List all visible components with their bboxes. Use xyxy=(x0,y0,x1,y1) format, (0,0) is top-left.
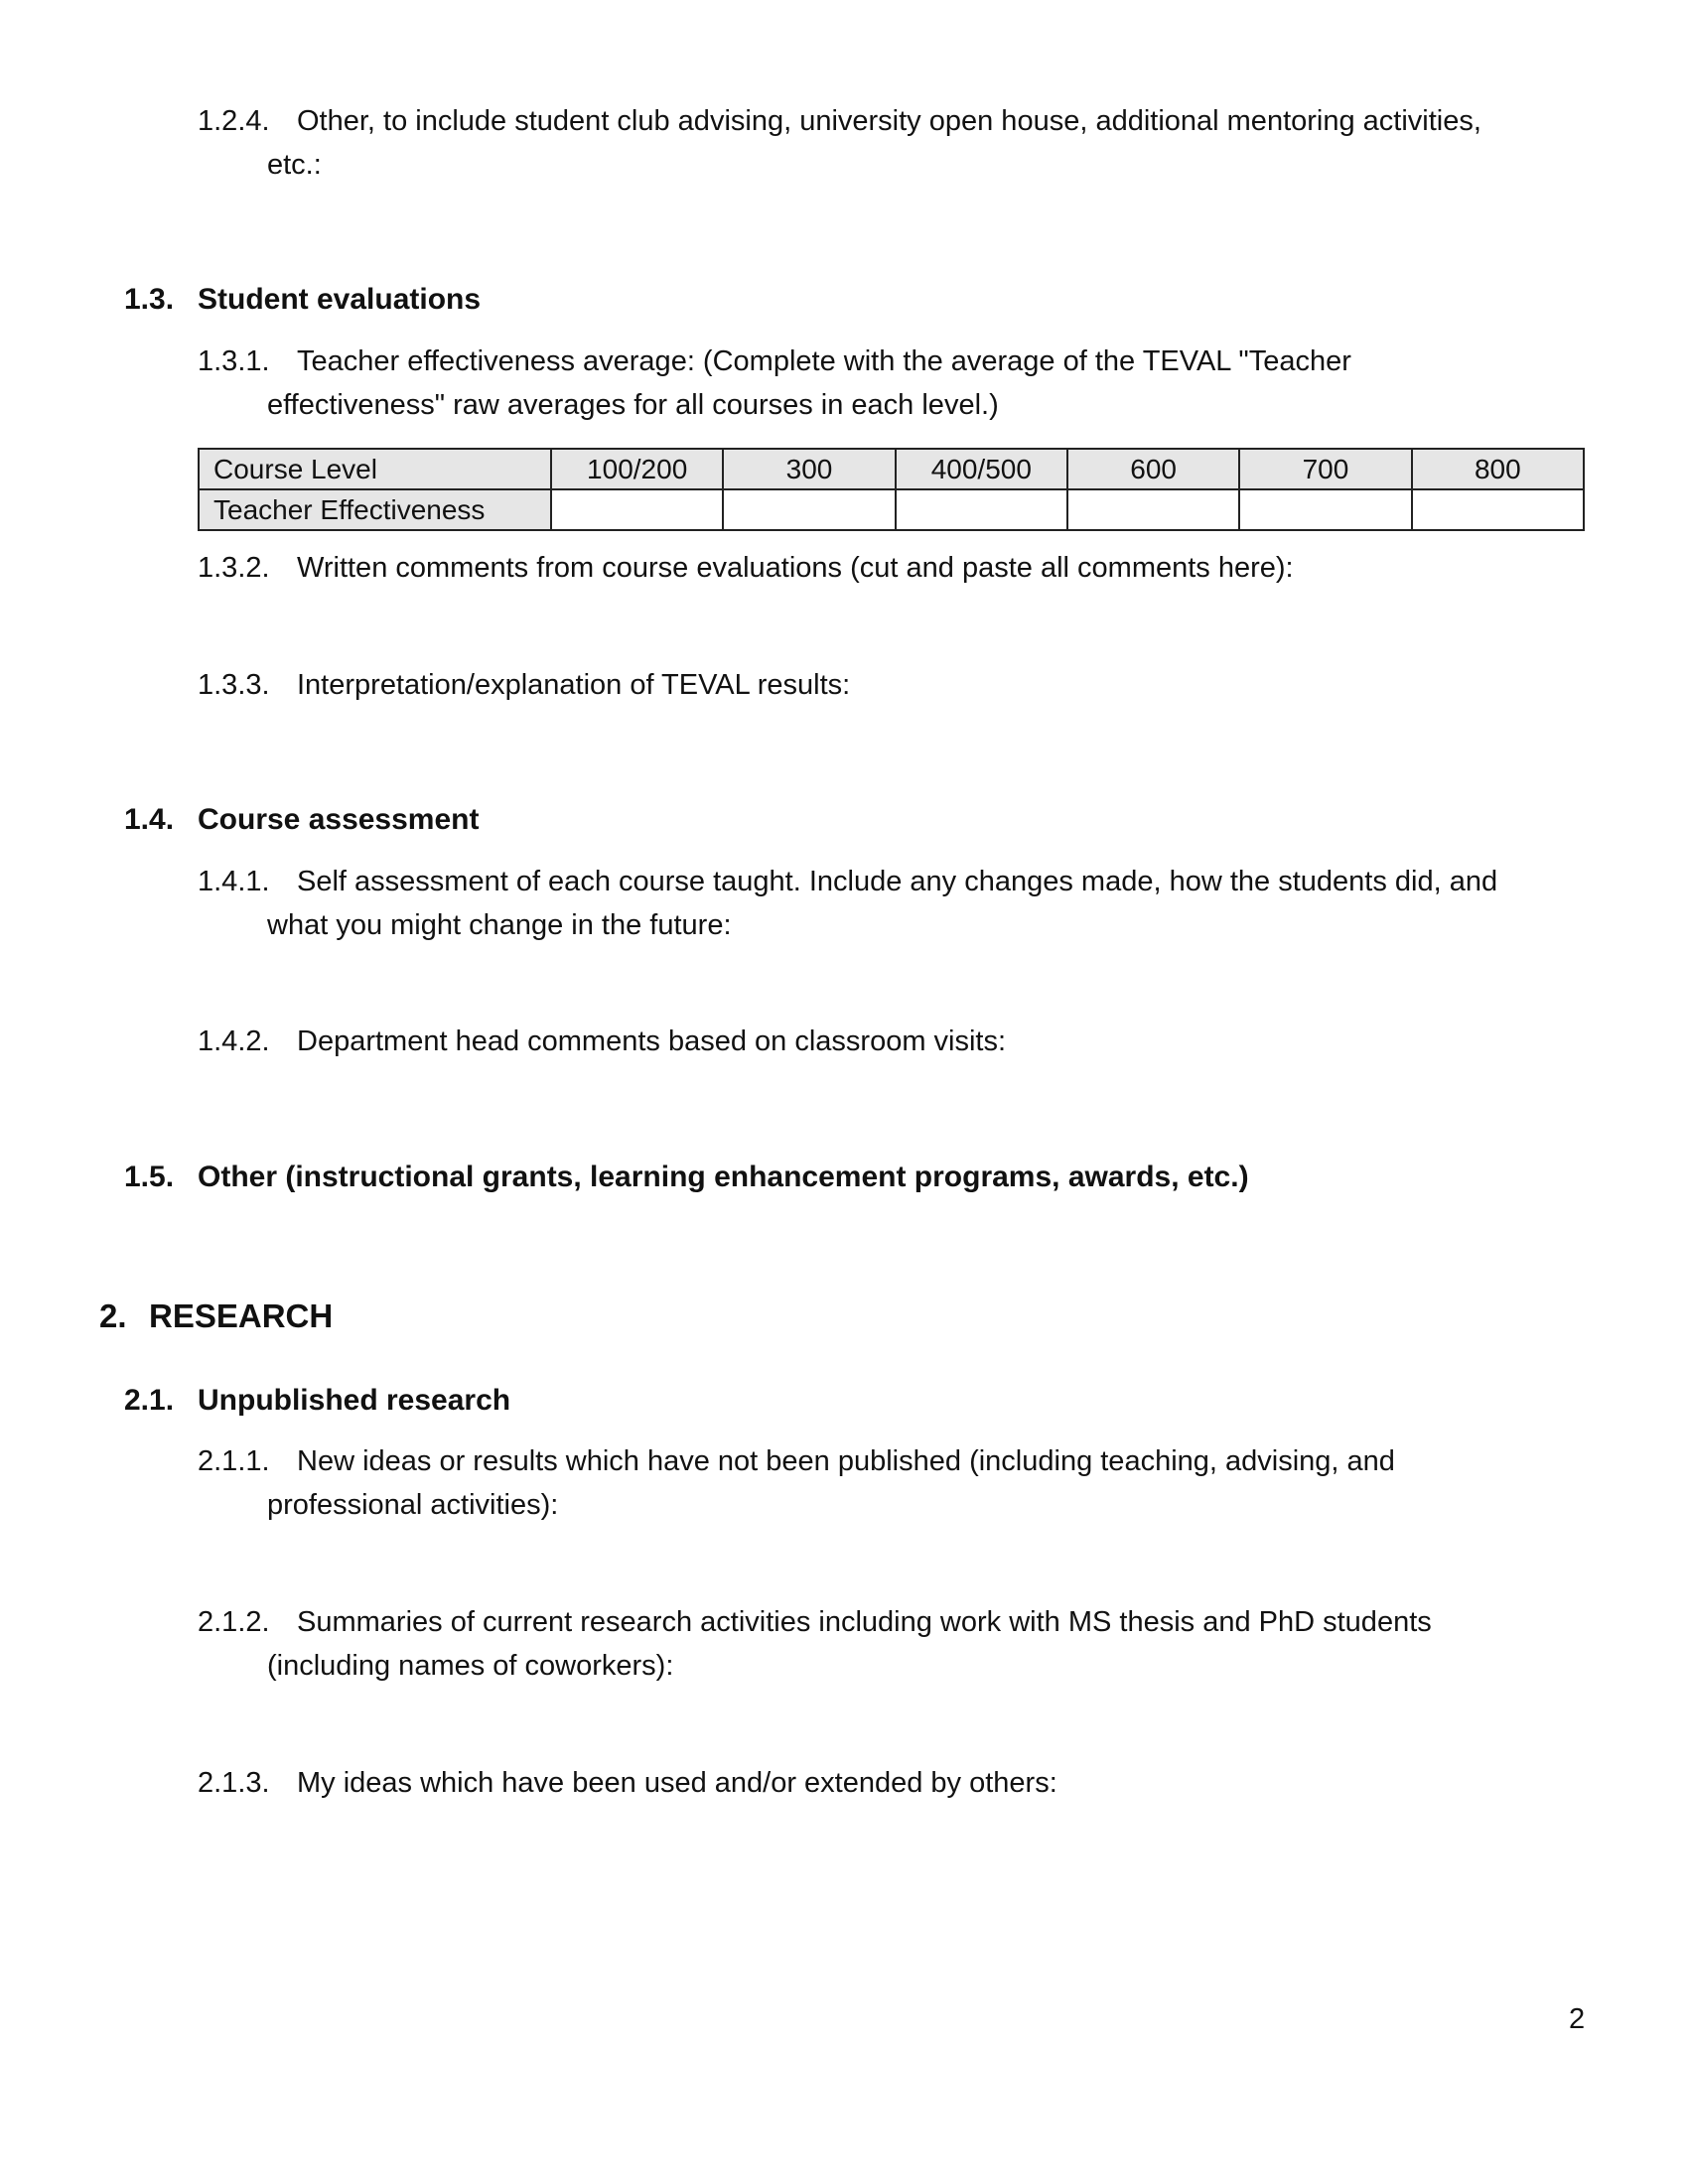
item-2-1-2 xyxy=(198,1600,1588,1688)
item-text-continuation: professional activities): xyxy=(267,1489,559,1521)
effectiveness-value-cell[interactable] xyxy=(723,489,895,530)
course-level-cell: 100/200 xyxy=(551,449,723,489)
section-heading-1-3 xyxy=(124,278,1514,322)
item-number: 1.2.4. xyxy=(198,105,270,137)
effectiveness-value-cell[interactable] xyxy=(896,489,1067,530)
item-text: Teacher effectiveness average: (Complete with the average of the TEVAL "Teacher xyxy=(297,345,1351,377)
course-level-row xyxy=(199,449,1584,489)
course-level-cell: 300 xyxy=(723,449,895,489)
item-1-2-4 xyxy=(198,99,1588,187)
item-2-1-3 xyxy=(198,1761,1588,1805)
section-title: Other (instructional grants, learning enhancement programs, awards, etc.) xyxy=(198,1160,1249,1193)
item-text-continuation: etc.: xyxy=(267,149,322,181)
item-number: 1.3.1. xyxy=(198,345,270,377)
section-heading-1-4 xyxy=(124,798,1514,842)
section-title: Student evaluations xyxy=(198,283,482,316)
item-text-continuation: effectiveness" raw averages for all courses in each level.) xyxy=(267,389,999,421)
course-level-cell: 600 xyxy=(1067,449,1239,489)
item-1-4-1 xyxy=(198,860,1588,947)
table-row-label: Course Level xyxy=(199,449,551,489)
page-number: 2 xyxy=(1569,2003,1586,2035)
teacher-effectiveness-table xyxy=(198,448,1585,531)
section-number: 1.4. xyxy=(124,803,175,836)
major-title: RESEARCH xyxy=(149,1297,334,1334)
item-number: 1.4.2. xyxy=(198,1025,270,1057)
section-title: Unpublished research xyxy=(198,1384,511,1417)
item-text: Department head comments based on classroom visits: xyxy=(297,1025,1007,1057)
item-text: New ideas or results which have not been published (including teaching, advising, and xyxy=(297,1445,1395,1477)
course-level-cell: 700 xyxy=(1239,449,1411,489)
effectiveness-value-cell[interactable] xyxy=(1239,489,1411,530)
item-1-3-3 xyxy=(198,663,1588,707)
item-number: 2.1.3. xyxy=(198,1767,270,1799)
section-number: 1.3. xyxy=(124,283,175,316)
item-text: Written comments from course evaluations (cut and paste all comments here): xyxy=(297,552,1294,584)
teacher-effectiveness-row xyxy=(199,489,1584,530)
item-text: Self assessment of each course taught. Include any changes made, how the students did, and xyxy=(297,866,1498,897)
item-text: Other, to include student club advising, university open house, additional mentoring activities, xyxy=(297,105,1481,137)
section-heading-1-5 xyxy=(124,1156,1564,1199)
item-text-continuation: what you might change in the future: xyxy=(267,909,732,941)
item-2-1-1 xyxy=(198,1439,1588,1527)
section-title: Course assessment xyxy=(198,803,480,836)
effectiveness-value-cell[interactable] xyxy=(1412,489,1584,530)
item-number: 1.4.1. xyxy=(198,866,270,897)
item-number: 2.1.1. xyxy=(198,1445,270,1477)
major-heading-research xyxy=(99,1294,1489,1339)
effectiveness-value-cell[interactable] xyxy=(1067,489,1239,530)
item-number: 1.3.3. xyxy=(198,669,270,701)
item-number: 2.1.2. xyxy=(198,1606,270,1638)
course-level-cell: 800 xyxy=(1412,449,1584,489)
section-number: 1.5. xyxy=(124,1160,175,1193)
section-number: 2.1. xyxy=(124,1384,175,1417)
section-heading-2-1 xyxy=(124,1379,1514,1423)
item-1-3-1 xyxy=(198,340,1588,427)
item-number: 1.3.2. xyxy=(198,552,270,584)
effectiveness-value-cell[interactable] xyxy=(551,489,723,530)
item-text: Interpretation/explanation of TEVAL results: xyxy=(297,669,851,701)
course-level-cell: 400/500 xyxy=(896,449,1067,489)
item-text: My ideas which have been used and/or extended by others: xyxy=(297,1767,1057,1799)
table-row-label: Teacher Effectiveness xyxy=(199,489,551,530)
item-text-continuation: (including names of coworkers): xyxy=(267,1650,674,1682)
item-1-4-2 xyxy=(198,1020,1588,1063)
item-text: Summaries of current research activities including work with MS thesis and PhD students xyxy=(297,1606,1432,1638)
item-1-3-2 xyxy=(198,546,1588,590)
major-number: 2. xyxy=(99,1297,127,1334)
